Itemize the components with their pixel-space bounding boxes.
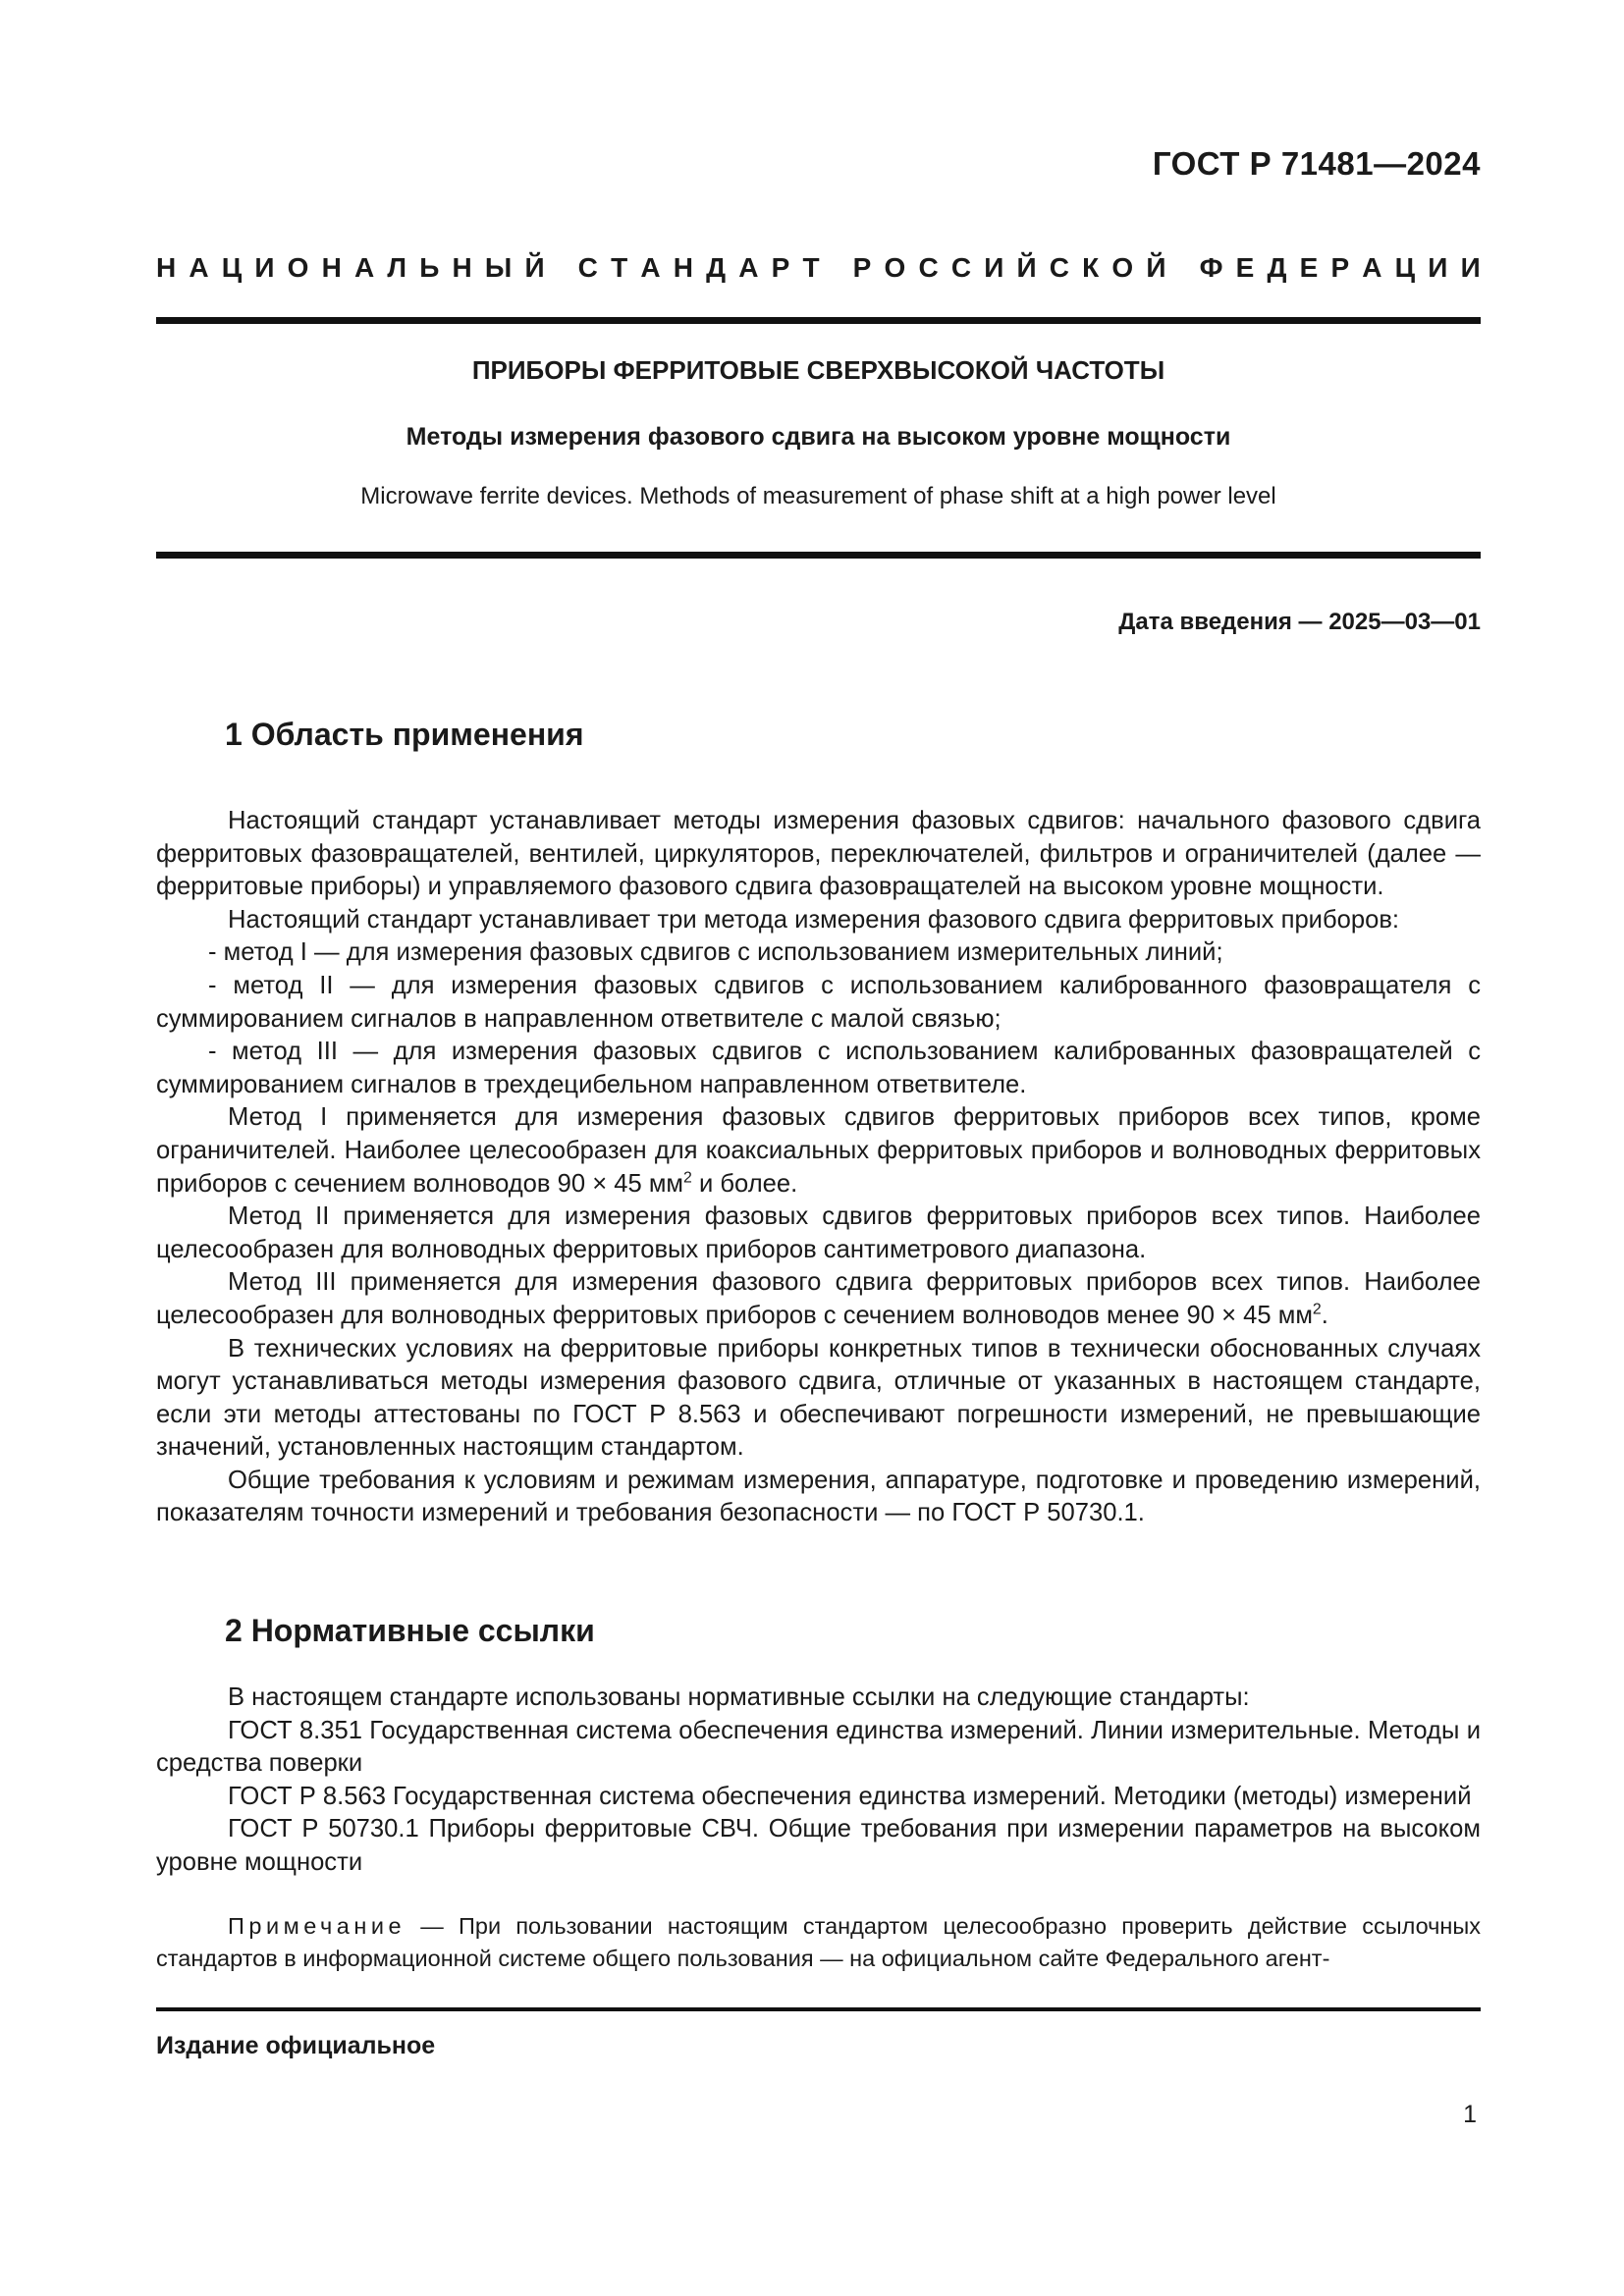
official-edition-label: Издание официальное	[156, 2032, 436, 2059]
title-letter: Т	[802, 252, 820, 283]
title-letter: Ц	[221, 252, 243, 283]
title-letter: А	[1362, 252, 1382, 283]
title-divider	[156, 552, 1481, 559]
title-letter: Д	[1267, 252, 1287, 283]
footer-divider	[156, 2007, 1481, 2011]
title-letter	[558, 252, 566, 284]
title-letter: Ы	[484, 252, 513, 283]
list-item: - метод III — для измерения фазовых сдвигов с использованием калиброванных фазовращателей с суммированием сигналов в трехдецибельном направленном ответвителе.	[156, 1038, 1481, 1098]
introduction-date: Дата введения — 2025—03—01	[1118, 609, 1481, 635]
title-letter: Н	[321, 252, 342, 283]
title-letter: А	[738, 252, 759, 283]
title-letter: О	[884, 252, 906, 283]
title-letter: Ь	[419, 252, 440, 283]
title-letter: Д	[706, 252, 727, 283]
paragraph: Метод I применяется для измерения фазовых сдвигов ферритовых приборов всех типов, кроме ограничителей. Наиболее целесообразен для коаксиальных ферритовых приборов и волноводных ферритовых приборов с сечением волноводов 90 × 45 $мм^2$ и более.	[156, 1103, 1481, 1198]
title-letter: К	[1082, 252, 1100, 283]
title-letter: Р	[771, 252, 790, 283]
paragraph: Общие требования к условиям и режимам измерения, аппаратуре, подготовке и проведению измерений, показателям точности измерений и требования безопасности — по ГОСТ Р 50730.1.	[156, 1466, 1481, 1527]
title-letter: И	[1428, 252, 1448, 283]
title-letter: Й	[1146, 252, 1166, 283]
document-number: ГОСТ Р 71481—2024	[1152, 145, 1481, 182]
title-letter: Т	[611, 252, 628, 283]
title-letter: Н	[156, 252, 177, 283]
section-normative-references	[156, 1611, 1481, 1880]
paragraph: Метод II применяется для измерения фазовых сдвигов ферритовых приборов всех типов. Наиболее целесообразен для волноводных ферритовых приборов сантиметрового диапазона.	[156, 1202, 1481, 1263]
title-letter: Е	[1235, 252, 1255, 283]
note	[156, 1910, 1481, 1975]
title-letter: О	[1111, 252, 1134, 283]
document-subtitle: Методы измерения фазового сдвига на высоком уровне мощности	[406, 423, 1231, 451]
title-letter: Ф	[1199, 252, 1223, 283]
paragraph: В настоящем стандарте использованы нормативные ссылки на следующие стандарты:	[228, 1683, 1250, 1711]
section-heading: 1 Область применения	[225, 717, 584, 752]
note-label: Примечание	[228, 1913, 406, 1939]
reference-item: ГОСТ Р 8.563 Государственная система обеспечения единства измерений. Методики (методы) измерений	[228, 1782, 1472, 1810]
top-divider	[156, 317, 1481, 324]
page-number: 1	[1463, 2101, 1477, 2128]
title-letter: Ц	[1394, 252, 1416, 283]
title-letter: И	[984, 252, 1004, 283]
paragraph: В технических условиях на ферритовые приборы конкретных типов в технически обоснованных случаях могут устанавливаться методы измерения фазового сдвига, отличные от указанных в настоящем стандарте, если эти методы аттестованы по ГОСТ Р 8.563 и обеспечивают погрешности измерений, не превышающие значений, установленных настоящим стандартом.	[156, 1334, 1481, 1462]
title-letter: Л	[387, 252, 407, 283]
national-standard-title	[156, 252, 1481, 284]
title-letter: Й	[1016, 252, 1037, 283]
title-letter: С	[1049, 252, 1070, 283]
title-letter: А	[640, 252, 661, 283]
title-letter: Н	[452, 252, 472, 283]
title-letter: Й	[524, 252, 545, 283]
title-letter: И	[1460, 252, 1481, 283]
paragraph: Настоящий стандарт устанавливает методы измерения фазовых сдвигов: начального фазового сдвига ферритовых фазовращателей, вентилей, циркуляторов, переключателей, фильтров и ограничителей (далее — ферритовые приборы) и управляемого фазового сдвига фазовращателей на высоком уровне мощности.	[156, 807, 1481, 901]
title-letter: С	[918, 252, 939, 283]
title-letter	[1179, 252, 1187, 284]
title-letter: О	[287, 252, 309, 283]
section-scope	[156, 715, 1481, 1530]
reference-item: ГОСТ 8.351 Государственная система обеспечения единства измерений. Линии измерительные. Методы и средства поверки	[156, 1716, 1481, 1778]
reference-item: ГОСТ Р 50730.1 Приборы ферритовые СВЧ. Общие требования при измерении параметров на высоком уровне мощности	[156, 1815, 1481, 1876]
title-letter: С	[950, 252, 972, 283]
title-letter: Р	[1330, 252, 1350, 283]
english-title: Microwave ferrite devices. Methods of measurement of phase shift at a high power level	[360, 483, 1276, 509]
title-letter: Н	[673, 252, 693, 283]
paragraph: Настоящий стандарт устанавливает три метода измерения фазового сдвига ферритовых приборов:	[228, 905, 1400, 934]
title-letter: А	[354, 252, 375, 283]
title-letter: А	[189, 252, 209, 283]
list-item: - метод I — для измерения фазовых сдвигов с использованием измерительных линий;	[208, 938, 1223, 967]
paragraph: Метод III применяется для измерения фазового сдвига ферритовых приборов всех типов. Наиболее целесообразен для волноводных ферритовых приборов с сечением волноводов менее 90 × 45 $мм^2$.	[156, 1268, 1481, 1329]
title-letter: Е	[1299, 252, 1319, 283]
title-letter: С	[577, 252, 598, 283]
title-letter: Р	[852, 252, 872, 283]
title-letter: И	[254, 252, 275, 283]
list-item: - метод II — для измерения фазовых сдвигов с использованием калиброванного фазовращателя с суммированием сигналов в направленном ответвителе с малой связью;	[156, 971, 1481, 1033]
title-letter	[833, 252, 840, 284]
note-text: — При пользовании настоящим стандартом целесообразно проверить действие ссылочных стандартов в информационной системе общего пользования — на официальном сайте Федерального агент-	[156, 1913, 1481, 1971]
section-heading: 2 Нормативные ссылки	[225, 1613, 595, 1648]
document-title: ПРИБОРЫ ФЕРРИТОВЫЕ СВЕРХВЫСОКОЙ ЧАСТОТЫ	[471, 355, 1165, 385]
